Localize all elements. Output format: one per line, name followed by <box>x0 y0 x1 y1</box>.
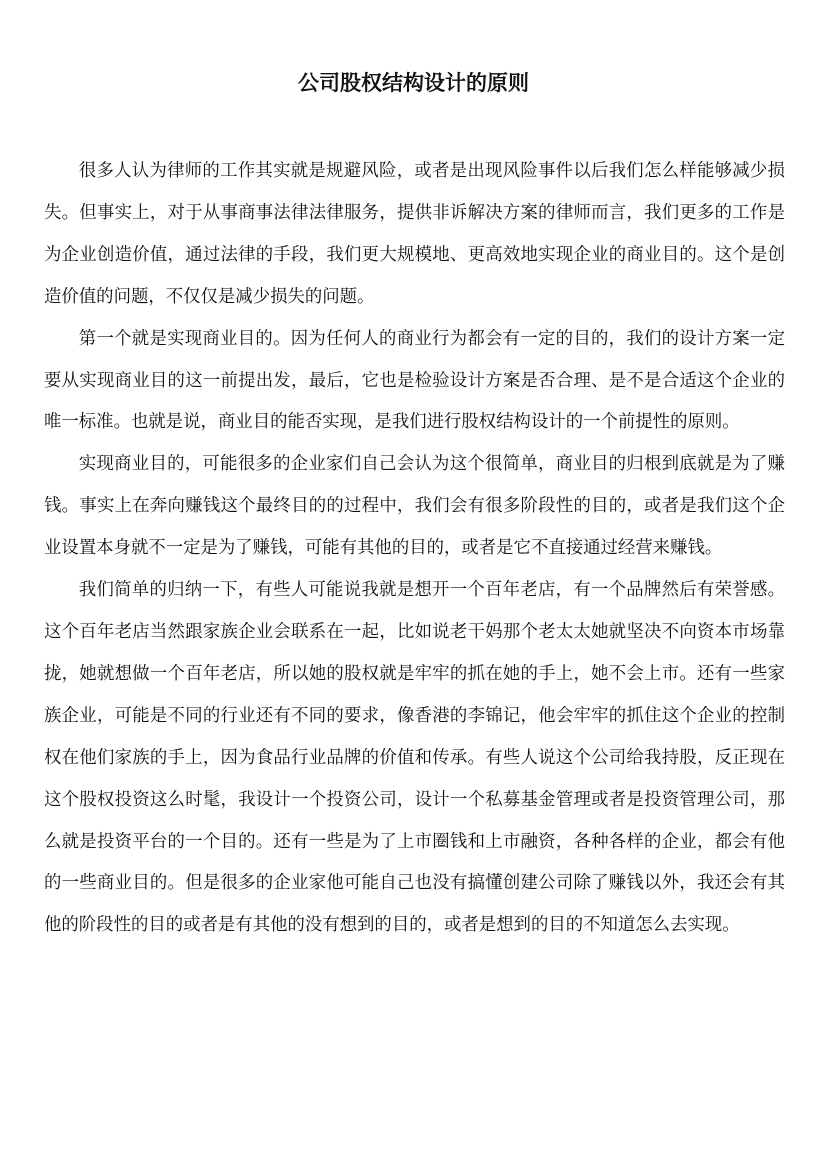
paragraph-4: 我们简单的归纳一下，有些人可能说我就是想开一个百年老店，有一个品牌然后有荣誉感。这个百年老店当然跟家族企业会联系在一起，比如说老干妈那个老太太她就坚决不向资本市场靠拢，她就想做一个百年老店，所以她的股权就是牢牢的抓在她的手上，她不会上市。还有一些家族企业，可能是不同的行业还有不同的要求，像香港的李锦记，他会牢牢的抓住这个企业的控制权在他们家族的手上，因为食品行业品牌的价值和传承。有些人说这个公司给我持股，反正现在这个股权投资这么时髦，我设计一个投资公司，设计一个私募基金管理或者是投资管理公司，那么就是投资平台的一个目的。还有一些是为了上市圈钱和上市融资，各种各样的企业，都会有他的一些商业目的。但是很多的企业家他可能自己也没有搞懂创建公司除了赚钱以外，我还会有其他的阶段性的目的或者是有其他的没有想到的目的，或者是想到的目的不知道怎么去实现。 <box>44 580 785 936</box>
paragraph-2: 第一个就是实现商业目的。因为任何人的商业行为都会有一定的目的，我们的设计方案一定要从实现商业目的这一前提出发，最后，它也是检验设计方案是否合理、是不是合适这个企业的唯一标准。也就是说，商业目的能否实现，是我们进行股权结构设计的一个前提性的原则。 <box>44 328 785 433</box>
document-title: 公司股权结构设计的原则 <box>298 70 529 95</box>
paragraph-1: 很多人认为律师的工作其实就是规避风险，或者是出现风险事件以后我们怎么样能够减少损失。但事实上，对于从事商事法律法律服务，提供非诉解决方案的律师而言，我们更多的工作是为企业创造价值，通过法律的手段，我们更大规模地、更高效地实现企业的商业目的。这个是创造价值的问题，不仅仅是减少损失的问题。 <box>44 161 785 307</box>
paragraph-3: 实现商业目的，可能很多的企业家们自己会认为这个很简单，商业目的归根到底就是为了赚钱。事实上在奔向赚钱这个最终目的的过程中，我们会有很多阶段性的目的，或者是我们这个企业设置本身就不一定是为了赚钱，可能有其他的目的，或者是它不直接通过经营来赚钱。 <box>44 454 785 559</box>
document-body <box>44 151 785 947</box>
